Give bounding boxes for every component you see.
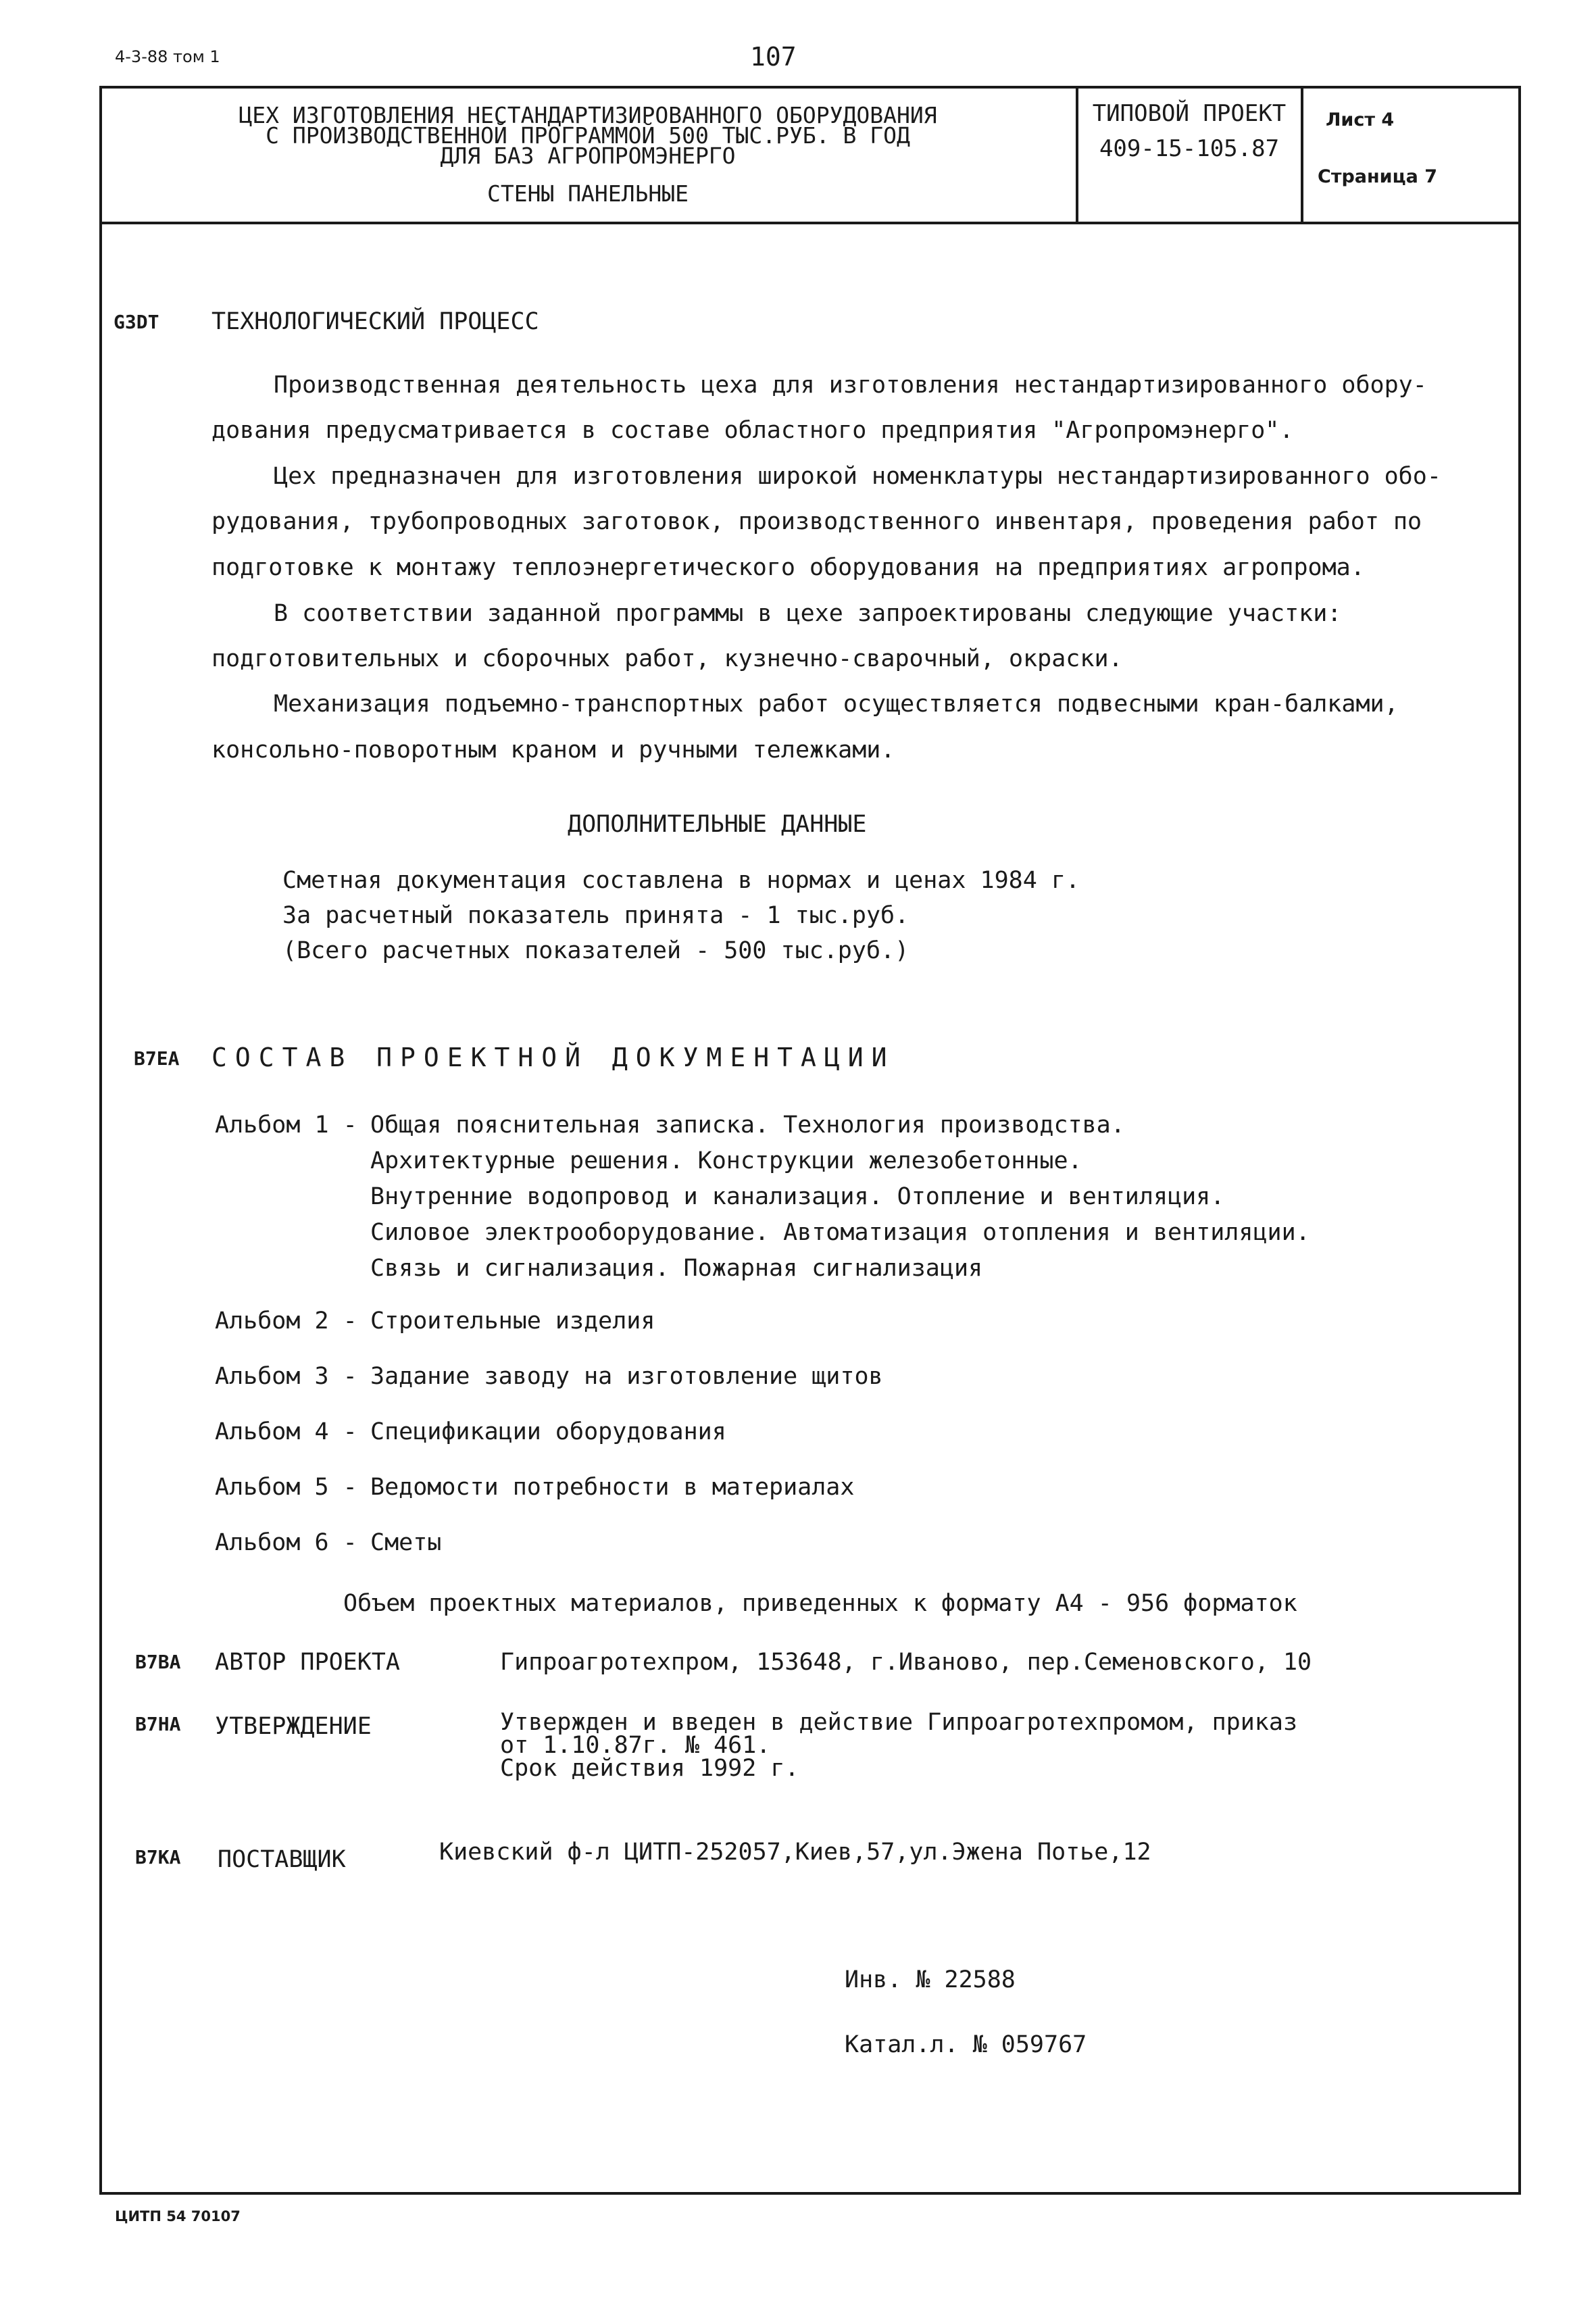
supplier-label: ПОСТАВЩИК [218, 1846, 346, 1873]
section-code: B7BA [135, 1651, 181, 1673]
album-line: Общая пояснительная записка. Технология производства. [370, 1112, 1125, 1139]
paragraph-line: Производственная деятельность цеха для изготовления нестандартизированного обору- [274, 372, 1427, 399]
approval-text [500, 1711, 1297, 1780]
inventory-number: Инв. № 22588 [845, 1966, 1016, 1993]
approval-line: Срок действия 1992 г. [500, 1755, 799, 1782]
album-line: Связь и сигнализация. Пожарная сигнализация [370, 1255, 983, 1282]
album-line: Архитектурные решения. Конструкции железобетонные. [370, 1147, 1082, 1174]
page-number: 107 [750, 42, 797, 72]
header-divider [99, 222, 1521, 224]
paragraph-line: дования предусматривается в составе областного предприятия "Агропромэнерго". [211, 417, 1294, 444]
header-title-line: ДЛЯ БАЗ АГРОПРОМЭНЕРГО [440, 143, 736, 169]
section-heading: СОСТАВ ПРОЕКТНОЙ ДОКУМЕНТАЦИИ [211, 1043, 895, 1072]
paragraph-line: В соответствии заданной программы в цехе запроектированы следующие участки: [274, 600, 1342, 627]
paragraph-line: (Всего расчетных показателей - 500 тыс.руб.) [282, 937, 909, 964]
header-col-divider-2 [1301, 86, 1303, 223]
header-title [108, 102, 1068, 169]
section-heading: ДОПОЛНИТЕЛЬНЫЕ ДАННЫЕ [568, 811, 867, 838]
paragraph-line: Механизация подъемно-транспортных работ осуществляется подвесными кран-балками, [274, 691, 1399, 718]
paragraph-line: подготовке к монтажу теплоэнергетического оборудования на предприятиях агропрома. [211, 554, 1365, 581]
approval-line: Утвержден и введен в действие Гипроагротехпромом, приказ [500, 1709, 1298, 1736]
album-label: Альбом 1 - [215, 1112, 357, 1139]
paragraph-line: Цех предназначен для изготовления широкой номенклатуры нестандартизированного обо- [274, 463, 1441, 490]
header-title-line: С ПРОИЗВОДСТВЕННОЙ ПРОГРАММОЙ 500 ТЫС.РУБ. В ГОД [266, 122, 910, 149]
header-title-line: ЦЕХ ИЗГОТОВЛЕНИЯ НЕСТАНДАРТИЗИРОВАННОГО ОБОРУДОВАНИЯ [239, 102, 937, 128]
paragraph-line: подготовительных и сборочных работ, кузнечно-сварочный, окраски. [211, 645, 1123, 672]
approval-line: от 1.10.87г. № 461. [500, 1732, 771, 1759]
author-value: Гипроагротехпром, 153648, г.Иваново, пер.Семеновского, 10 [500, 1649, 1312, 1676]
paragraph-line: За расчетный показатель принята - 1 тыс.руб. [282, 902, 909, 929]
album-line: Сметы [370, 1529, 442, 1556]
supplier-value: Киевский ф-л ЦИТП-252057,Киев,57,ул.Эжена Потье,12 [439, 1839, 1151, 1866]
paragraph-line: консольно-поворотным краном и ручными тележками. [211, 737, 895, 764]
album-label: Альбом 3 - [215, 1363, 357, 1390]
section-code: G3DT [114, 311, 159, 333]
album-label: Альбом 6 - [215, 1529, 357, 1556]
page-frame [99, 86, 1521, 2195]
project-number: 409-15-105.87 [1099, 135, 1280, 162]
page-label: Страница 7 [1318, 166, 1438, 187]
section-heading: ТЕХНОЛОГИЧЕСКИЙ ПРОЦЕСС [211, 308, 539, 335]
paragraph-line: Сметная документация составлена в нормах и ценах 1984 г. [282, 867, 1080, 894]
header-subtitle: СТЕНЫ ПАНЕЛЬНЫЕ [487, 180, 689, 207]
section-code: B7HA [135, 1713, 181, 1735]
volume-note: Объем проектных материалов, приведенных к формату А4 - 956 форматок [343, 1590, 1297, 1617]
album-line: Ведомости потребности в материалах [370, 1474, 855, 1501]
album-line: Задание заводу на изготовление щитов [370, 1363, 883, 1390]
sheet-label: Лист 4 [1326, 109, 1395, 130]
section-code: B7EA [134, 1047, 180, 1070]
volume-label: 4-3-88 том 1 [115, 47, 220, 66]
album-label: Альбом 2 - [215, 1308, 357, 1335]
album-line: Внутренние водопровод и канализация. Отопление и вентиляция. [370, 1183, 1225, 1210]
header-col-divider-1 [1076, 86, 1078, 223]
approval-label: УТВЕРЖДЕНИЕ [215, 1713, 372, 1740]
album-line: Строительные изделия [370, 1308, 655, 1335]
section-code: B7KA [135, 1846, 181, 1868]
author-label: АВТОР ПРОЕКТА [215, 1649, 400, 1676]
project-label: ТИПОВОЙ ПРОЕКТ [1092, 100, 1287, 127]
album-line: Спецификации оборудования [370, 1418, 726, 1445]
album-line: Силовое электрооборудование. Автоматизация отопления и вентиляции. [370, 1219, 1310, 1246]
paragraph-line: рудования, трубопроводных заготовок, производственного инвентаря, проведения работ по [211, 508, 1422, 535]
catalog-number: Катал.л. № 059767 [845, 2031, 1087, 2058]
album-label: Альбом 4 - [215, 1418, 357, 1445]
album-label: Альбом 5 - [215, 1474, 357, 1501]
footer-stamp: ЦИТП 54 70107 [115, 2208, 241, 2224]
